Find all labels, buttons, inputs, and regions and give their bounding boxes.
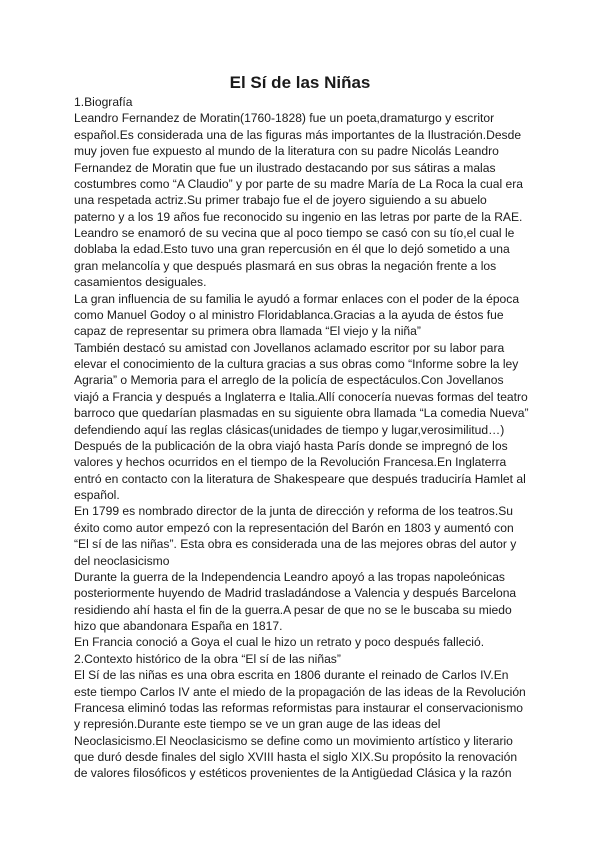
text-line: entró en contacto con la literatura de Shakespeare que después traduciría Hamlet al (74, 471, 526, 486)
text-line: Leandro se enamoró de su vecina que al poco tiempo se casó con su tío,el cual le (74, 226, 515, 240)
text-line: del neoclasicismo (74, 553, 170, 568)
text-line: hizo que abandonara España en 1817. (74, 619, 283, 633)
text-line: español.Es considerada una de las figuras más importantes de la Ilustración.Desde (74, 127, 522, 142)
text-line: barroco que quedarían plasmadas en su siguiente obra llamada “La comedia Nueva” (74, 406, 529, 421)
text-line: 1.Biografía (74, 95, 133, 109)
text-line: costumbres como “A Claudio” y por parte de su madre María de La Roca la cual era (74, 176, 524, 191)
text-line: como Manuel Godoy o al ministro Floridablanca.Gracias a la ayuda de éstos fue (74, 307, 504, 322)
text-line: elevar el conocimiento de la cultura gracias a sus obras como “Informe sobre la ley (74, 357, 519, 371)
text-line: posteriormente huyendo de Madrid trasladándose a Valencia y después Barcelona (74, 586, 517, 601)
text-line: gran melancolía y que después plasmará en sus obras la negación frente a los (74, 258, 497, 273)
text-line: Fernandez de Moratin que fue un ilustrado destacando por sus sátiras a malas (74, 160, 496, 175)
text-line: La gran influencia de su familia le ayudó a formar enlaces con el poder de la época (74, 291, 520, 306)
text-line: éxito como autor empezó con la representación del Barón en 1803 y aumentó con (74, 520, 514, 535)
text-line: y represión.Durante este tiempo se ve un gran auge de las ideas del (74, 717, 441, 732)
text-line: este tiempo Carlos IV ante el miedo de la propagación de las ideas de la Revolución (74, 684, 526, 699)
text-line: Neoclasicismo.El Neoclasicismo se define como un movimiento artístico y literario (74, 733, 513, 748)
text-line: valores y hechos ocurridos en el tiempo de la Revolución Francesa.En Inglaterra (74, 455, 507, 470)
text-line: Agraria” o Memoria para el arreglo de la policía de espectáculos.Con Jovellanos (74, 373, 504, 388)
text-line: En Francia conoció a Goya el cual le hizo un retrato y poco después falleció. (74, 635, 485, 650)
text-line: de valores filosóficos y estéticos provenientes de la Antigüedad Clásica y la razón (74, 766, 512, 781)
text-line: Francesa eliminó todas las reformas reformistas para instaurar el conservacionismo (74, 700, 523, 715)
text-line: español. (74, 488, 120, 502)
text-line: casamientos desiguales. (74, 275, 207, 290)
text-line: residiendo ahí hasta el fin de la guerra.A pesar de que no se le buscaba su miedo (74, 602, 512, 617)
text-line: Después de la publicación de la obra viajó hasta París donde se impregnó de los (74, 438, 508, 453)
text-line: También destacó su amistad con Jovellanos aclamado escritor por su labor para (74, 340, 505, 355)
text-line: doblaba la edad.Esto tuvo una gran repercusión en él que lo dejó sometido a una (74, 242, 510, 257)
text-line: El Sí de las niñas es una obra escrita en 1806 durante el reinado de Carlos IV.En (74, 668, 509, 683)
text-line: que duró desde finales del siglo XVIII hasta el siglo XIX.Su propósito la renovación (74, 750, 518, 764)
text-line: paterno y a los 19 años fue reconocido su ingenio en las letras por parte de la RAE. (74, 209, 523, 224)
document-title: El Sí de las Niñas (229, 73, 371, 92)
text-line: capaz de representar su primera obra llamada “El viejo y la niña” (74, 324, 421, 339)
text-line: viajó a Francia y después a Inglaterra e Italia.Allí conocería nuevas formas del teatro (74, 389, 528, 404)
document-body (74, 94, 534, 782)
text-line: “El sí de las niñas”. Esta obra es considerada una de las mejores obras del autor y (74, 537, 517, 552)
text-line: defendiendo aquí las reglas clásicas(unidades de tiempo y lugar,verosimilitud…) (74, 422, 505, 437)
text-line: Durante la guerra de la Independencia Leandro apoyó a las tropas napoleónicas (74, 569, 505, 584)
text-line: una respetada actriz.Su primer trabajo fue el de joyero siguiendo a su abuelo (74, 193, 487, 208)
text-line: Leandro Fernandez de Moratin(1760-1828) fue un poeta,dramaturgo y escritor (74, 111, 495, 126)
text-line: 2.Contexto histórico de la obra “El sí de las niñas” (74, 651, 341, 666)
text-line: muy joven fue expuesto al mundo de la literatura con su padre Nicolás Leandro (74, 144, 499, 159)
text-line: En 1799 es nombrado director de la junta de dirección y reforma de los teatros.Su (74, 504, 513, 519)
